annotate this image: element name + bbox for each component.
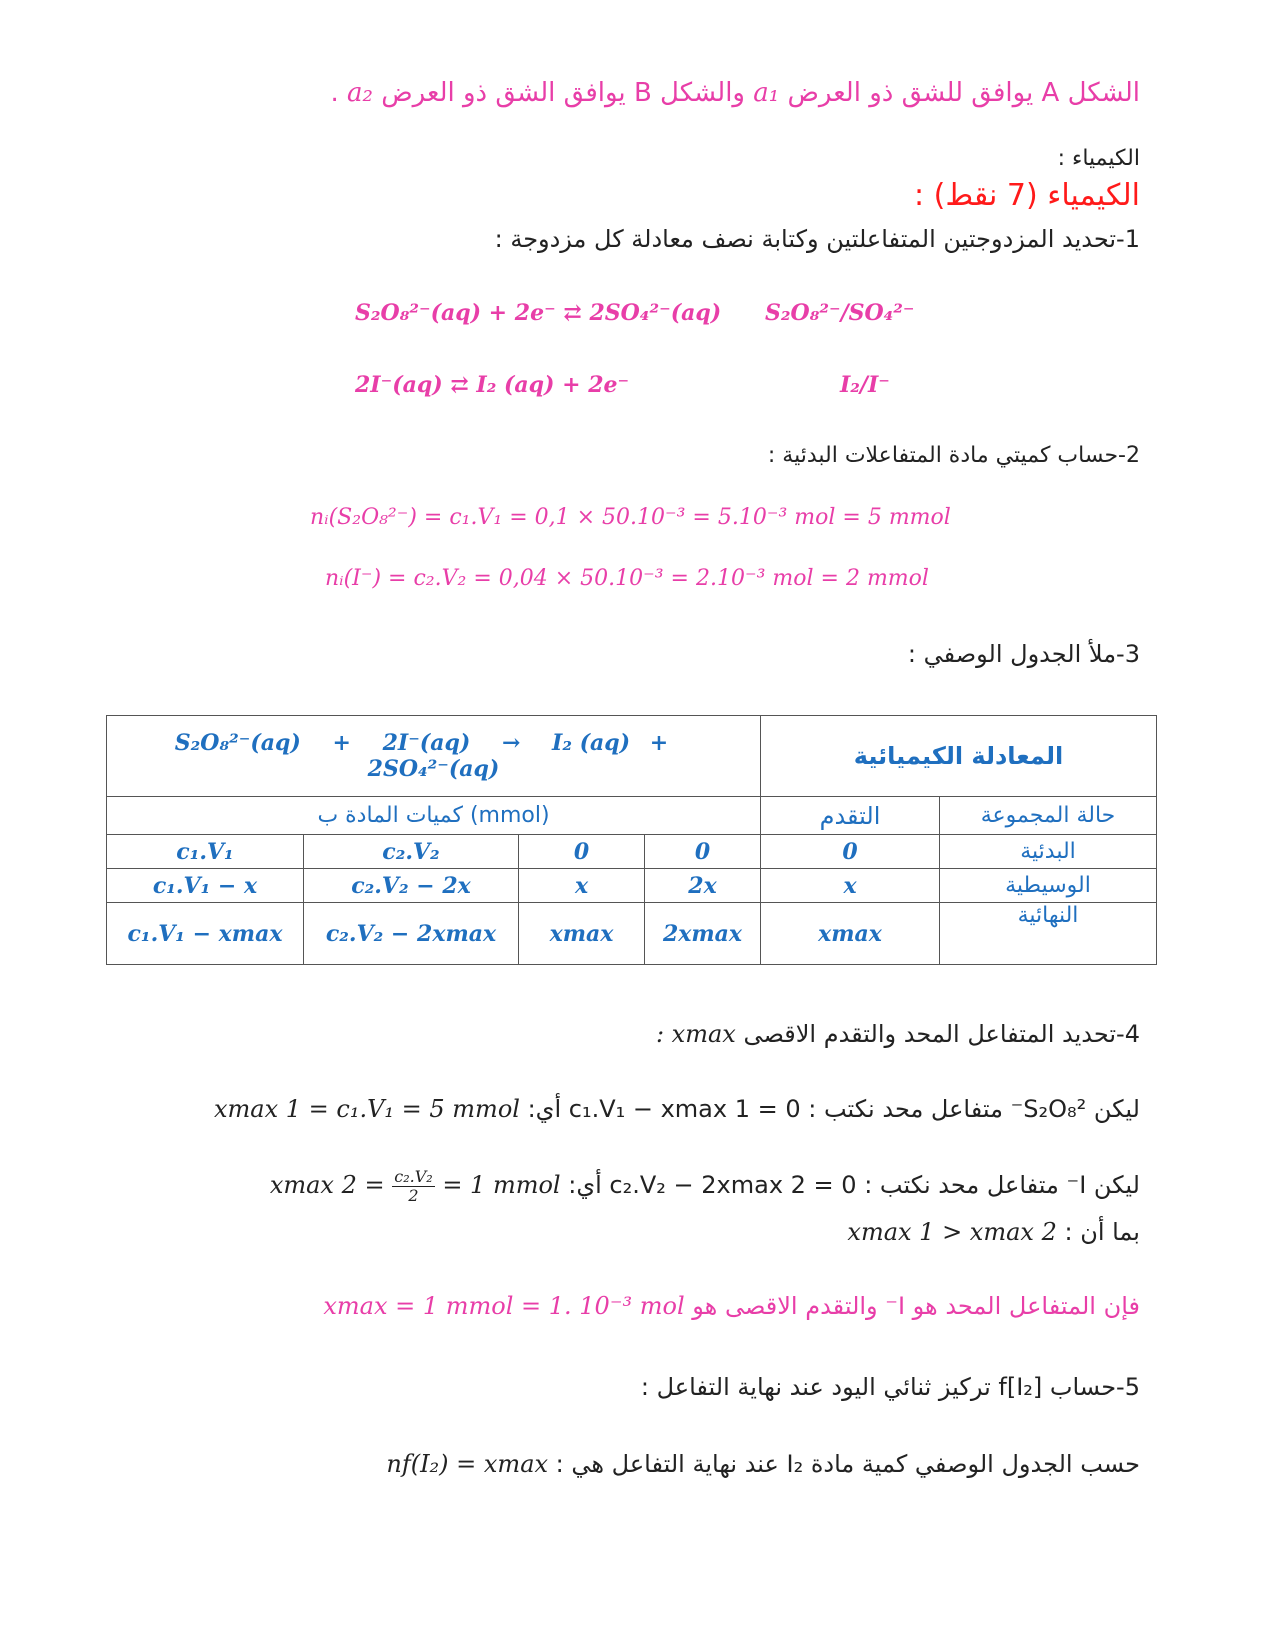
q1-couple-2: I₂/I⁻ bbox=[840, 372, 890, 398]
q4-line1-math: xmax 1 = c₁.V₁ = 5 mmol bbox=[213, 1095, 520, 1123]
reaction-term-1: S₂O₈²⁻(aq) bbox=[174, 730, 301, 756]
q1-half-equation-2: 2I⁻(aq) ⇄ I₂ (aq) + 2e⁻ bbox=[355, 372, 630, 398]
reaction-term-2: + bbox=[332, 730, 351, 756]
reaction-term-4: I₂ (aq) bbox=[552, 730, 631, 756]
fraction-denominator: 2 bbox=[408, 1186, 419, 1205]
cell-final-3: xmax bbox=[519, 903, 645, 965]
q4-line2-lhs: xmax 2 = bbox=[269, 1171, 385, 1199]
q4-title bbox=[656, 1020, 1140, 1048]
q5-line1-text: حسب الجدول الوصفي كمية مادة I₂ عند نهاية التفاعل هي : bbox=[555, 1450, 1140, 1478]
cell-final-advance: xmax bbox=[761, 903, 940, 965]
q1-half-equation-1: S₂O₈²⁻(aq) + 2e⁻ ⇄ 2SO₄²⁻(aq) bbox=[355, 300, 722, 326]
q4-conclusion-text: فإن المتفاعل المحد هو I⁻ والتقدم الاقصى هو bbox=[692, 1292, 1140, 1320]
cell-initial-3: 0 bbox=[519, 835, 645, 869]
cell-final-1: c₁.V₁ − xmax bbox=[107, 903, 304, 965]
intro-a2: a₂ bbox=[347, 78, 373, 108]
q3-title: 3-ملأ الجدول الوصفي : bbox=[907, 640, 1140, 668]
intro-line bbox=[331, 78, 1140, 108]
cell-mid-3: x bbox=[519, 869, 645, 903]
q4-line2-math bbox=[269, 1167, 561, 1205]
fraction-numerator: c₂.V₂ bbox=[394, 1167, 433, 1186]
equation-header: المعادلة الكيميائية bbox=[761, 716, 1157, 797]
q2-eq-2: nᵢ(I⁻) = c₂.V₂ = 0,04 × 50.10⁻³ = 2.10⁻³ mol = 2 mmol bbox=[325, 566, 929, 591]
q4-title-math: xmax : bbox=[655, 1020, 736, 1048]
cell-mid-2: c₂.V₂ − 2x bbox=[304, 869, 519, 903]
cell-initial-advance: 0 bbox=[761, 835, 940, 869]
q4-conclusion-math: xmax = 1 mmol = 1. 10⁻³ mol bbox=[323, 1292, 685, 1320]
cell-initial-1: c₁.V₁ bbox=[107, 835, 304, 869]
state-header: حالة المجموعة bbox=[940, 797, 1157, 835]
reaction-term-3: 2I⁻(aq) bbox=[382, 730, 471, 756]
cell-initial-2: c₂.V₂ bbox=[304, 835, 519, 869]
q2-eq-1: nᵢ(S₂O₈²⁻) = c₁.V₁ = 0,1 × 50.10⁻³ = 5.10⁻³ mol = 5 mmol bbox=[310, 505, 951, 530]
cell-final-4: 2xmax bbox=[645, 903, 761, 965]
intro-dot: . bbox=[330, 78, 339, 108]
cell-initial-4: 0 bbox=[645, 835, 761, 869]
reaction-arrow: → bbox=[501, 730, 521, 756]
q4-line-1 bbox=[214, 1095, 1140, 1123]
intro-a1: a₁ bbox=[753, 78, 780, 108]
q4-line2-rhs: = 1 mmol bbox=[442, 1171, 561, 1199]
cell-mid-1: c₁.V₁ − x bbox=[107, 869, 304, 903]
reaction-term-6: 2SO₄²⁻(aq) bbox=[367, 756, 500, 782]
cell-mid-advance: x bbox=[761, 869, 940, 903]
reaction-term-5: + bbox=[649, 730, 669, 756]
section-label: الكيمياء : bbox=[1057, 146, 1140, 171]
descriptive-table bbox=[106, 715, 1157, 965]
q5-line-1 bbox=[386, 1450, 1140, 1478]
reaction-equation-cell bbox=[107, 716, 761, 797]
q4-line-3 bbox=[847, 1218, 1140, 1246]
q1-title: 1-تحديد المزدوجتين المتفاعلتين وكتابة نصف معادلة كل مزدوجة : bbox=[494, 225, 1140, 253]
q4-line3-text: بما أن : bbox=[1064, 1218, 1140, 1246]
cell-final-state: النهائية bbox=[940, 903, 1157, 965]
q4-line-2 bbox=[270, 1168, 1140, 1205]
cell-final-2: c₂.V₂ − 2xmax bbox=[304, 903, 519, 965]
intro-text-b: والشكل B يوافق الشق ذو العرض bbox=[381, 78, 745, 108]
q4-title-text: 4-تحديد المتفاعل المحد والتقدم الاقصى bbox=[743, 1020, 1140, 1048]
section-title: الكيمياء (7 نقط) : bbox=[914, 178, 1140, 213]
q5-line1-math: nf(I₂) = xmax bbox=[386, 1450, 549, 1478]
q4-line1-text: ليكن S₂O₈²⁻ متفاعل محد نكتب : c₁.V₁ − xmax 1 = 0 أي: bbox=[527, 1095, 1140, 1123]
cell-mid-state: الوسيطية bbox=[940, 869, 1157, 903]
q2-title: 2-حساب كميتي مادة المتفاعلات البدئية : bbox=[767, 443, 1140, 468]
cell-initial-state: البدئية bbox=[940, 835, 1157, 869]
q5-title: 5-حساب [I₂]f تركيز ثنائي اليود عند نهاية التفاعل : bbox=[640, 1373, 1140, 1401]
cell-mid-4: 2x bbox=[645, 869, 761, 903]
q4-line3-math: xmax 1 > xmax 2 bbox=[847, 1218, 1057, 1246]
q4-line2-fraction bbox=[392, 1168, 434, 1205]
q4-line2-text: ليكن I⁻ متفاعل محد نكتب : c₂.V₂ − 2xmax 2 = 0 أي: bbox=[568, 1171, 1140, 1199]
q1-couple-1: S₂O₈²⁻/SO₄²⁻ bbox=[765, 300, 915, 326]
advance-header: التقدم bbox=[761, 797, 940, 835]
amounts-header: كميات المادة ب (mmol) bbox=[107, 797, 761, 835]
intro-text-a: الشكل A يوافق للشق ذو العرض bbox=[787, 78, 1140, 108]
q4-conclusion bbox=[323, 1292, 1140, 1320]
